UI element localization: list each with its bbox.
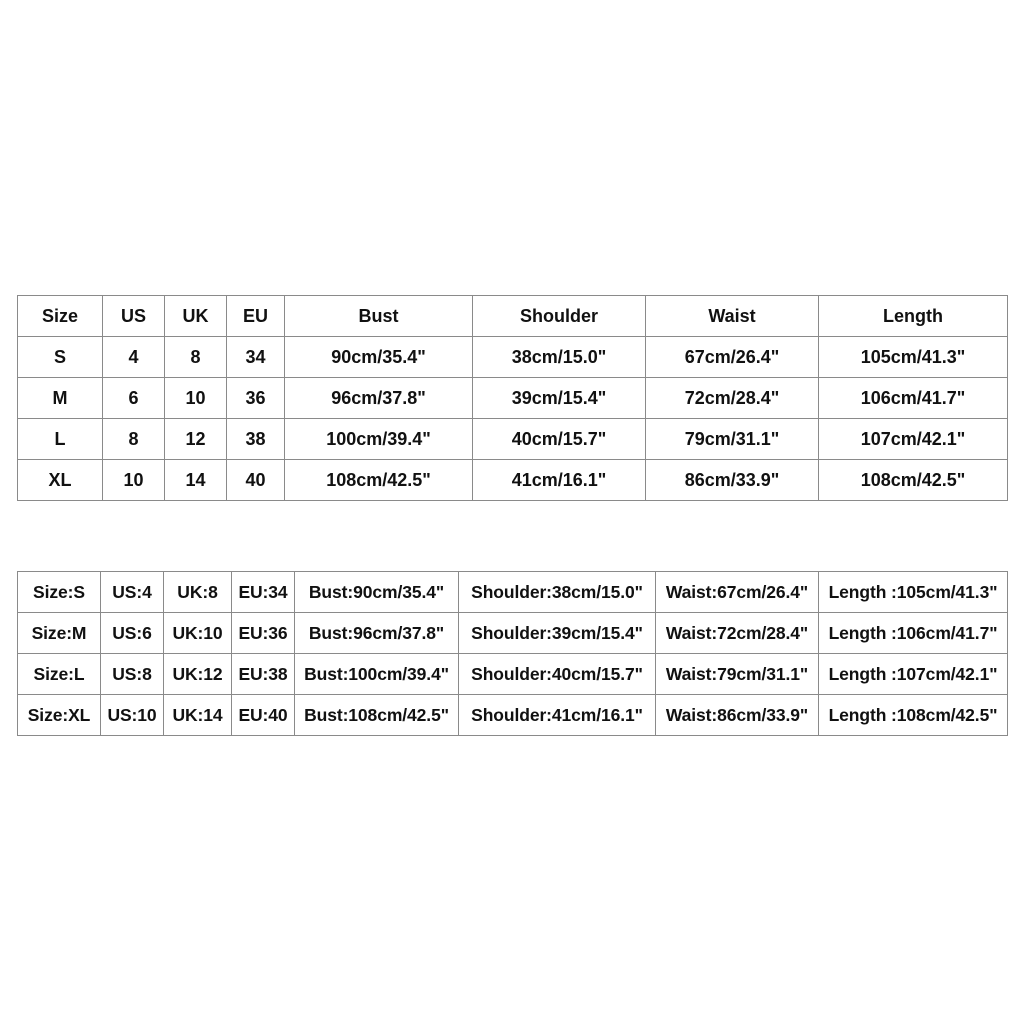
column-header: Waist (646, 296, 819, 337)
table-cell: Waist:79cm/31.1" (656, 654, 819, 695)
table-cell: US:8 (101, 654, 164, 695)
table-cell: Size:L (18, 654, 101, 695)
table-cell: Size:M (18, 613, 101, 654)
table-cell: 36 (227, 378, 285, 419)
column-header: Bust (285, 296, 473, 337)
table-cell: 10 (103, 460, 165, 501)
table-cell: 10 (165, 378, 227, 419)
table-cell: S (18, 337, 103, 378)
table-cell: 12 (165, 419, 227, 460)
table-cell: 67cm/26.4" (646, 337, 819, 378)
table-row (18, 378, 1008, 419)
table-cell: 40cm/15.7" (473, 419, 646, 460)
table-cell: 34 (227, 337, 285, 378)
column-header: Shoulder (473, 296, 646, 337)
table-cell: Length :105cm/41.3" (819, 572, 1008, 613)
column-header: Length (819, 296, 1008, 337)
table-cell: Length :106cm/41.7" (819, 613, 1008, 654)
table-cell: Size:S (18, 572, 101, 613)
table-cell: XL (18, 460, 103, 501)
table-cell: 72cm/28.4" (646, 378, 819, 419)
table-cell: Shoulder:40cm/15.7" (459, 654, 656, 695)
table-cell: 90cm/35.4" (285, 337, 473, 378)
size-chart-table (17, 295, 1008, 501)
table-cell: 100cm/39.4" (285, 419, 473, 460)
table-cell: Shoulder:38cm/15.0" (459, 572, 656, 613)
table-row (18, 695, 1008, 736)
table-row (18, 419, 1008, 460)
table-cell: 105cm/41.3" (819, 337, 1008, 378)
table-cell: Shoulder:39cm/15.4" (459, 613, 656, 654)
table-cell: US:10 (101, 695, 164, 736)
table-cell: UK:10 (164, 613, 232, 654)
table-cell: 40 (227, 460, 285, 501)
table-cell: L (18, 419, 103, 460)
table-cell: 106cm/41.7" (819, 378, 1008, 419)
table-cell: 6 (103, 378, 165, 419)
table-header-row (18, 296, 1008, 337)
table-cell: 108cm/42.5" (819, 460, 1008, 501)
column-header: Size (18, 296, 103, 337)
table-cell: 96cm/37.8" (285, 378, 473, 419)
table-cell: EU:36 (232, 613, 295, 654)
column-header: EU (227, 296, 285, 337)
table-cell: EU:40 (232, 695, 295, 736)
table-cell: UK:8 (164, 572, 232, 613)
table-cell: 39cm/15.4" (473, 378, 646, 419)
table-cell: Length :107cm/42.1" (819, 654, 1008, 695)
table-cell: 14 (165, 460, 227, 501)
table-row (18, 460, 1008, 501)
table-cell: US:6 (101, 613, 164, 654)
table-cell: 38 (227, 419, 285, 460)
table-cell: 107cm/42.1" (819, 419, 1008, 460)
table-cell: 108cm/42.5" (285, 460, 473, 501)
table-cell: EU:38 (232, 654, 295, 695)
table-cell: 8 (103, 419, 165, 460)
table-cell: Size:XL (18, 695, 101, 736)
table-cell: UK:14 (164, 695, 232, 736)
table-row (18, 337, 1008, 378)
table-cell: Waist:72cm/28.4" (656, 613, 819, 654)
size-chart-inline-table (17, 571, 1008, 736)
table-cell: Length :108cm/42.5" (819, 695, 1008, 736)
table-cell: Waist:86cm/33.9" (656, 695, 819, 736)
table-cell: 38cm/15.0" (473, 337, 646, 378)
table-cell: 4 (103, 337, 165, 378)
table-cell: UK:12 (164, 654, 232, 695)
column-header: US (103, 296, 165, 337)
table-cell: Bust:108cm/42.5" (295, 695, 459, 736)
table-row (18, 572, 1008, 613)
column-header: UK (165, 296, 227, 337)
table-cell: Waist:67cm/26.4" (656, 572, 819, 613)
table-cell: Bust:90cm/35.4" (295, 572, 459, 613)
table-cell: 79cm/31.1" (646, 419, 819, 460)
table-row (18, 613, 1008, 654)
table-cell: 41cm/16.1" (473, 460, 646, 501)
table-cell: Bust:100cm/39.4" (295, 654, 459, 695)
table-cell: 86cm/33.9" (646, 460, 819, 501)
table-cell: US:4 (101, 572, 164, 613)
table-cell: Shoulder:41cm/16.1" (459, 695, 656, 736)
table-row (18, 654, 1008, 695)
table-cell: EU:34 (232, 572, 295, 613)
table-cell: 8 (165, 337, 227, 378)
table-cell: M (18, 378, 103, 419)
table-cell: Bust:96cm/37.8" (295, 613, 459, 654)
